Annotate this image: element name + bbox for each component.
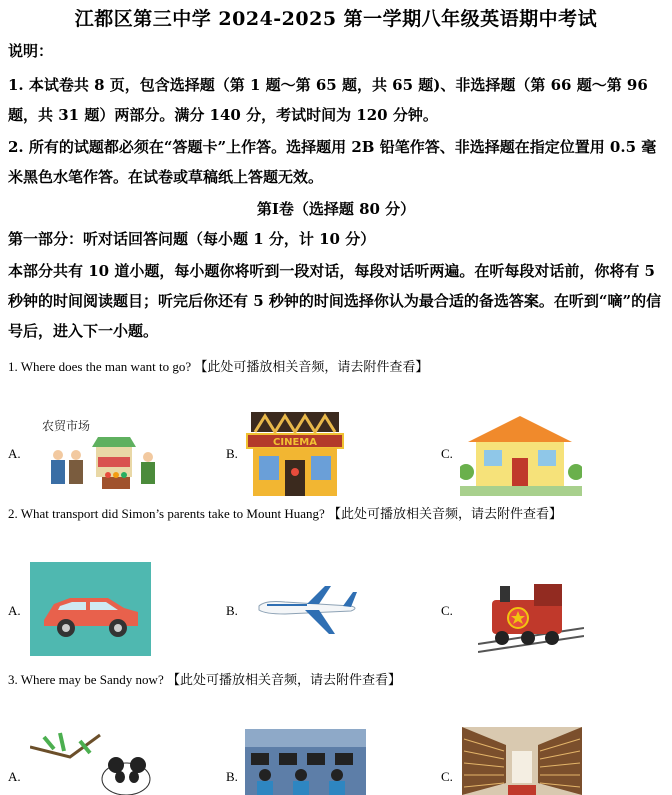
q2-option-c-label[interactable]: C. [441,603,453,618]
library-image[interactable] [462,727,582,795]
house-image[interactable] [460,412,582,496]
question-2: 2. What transport did Simon’s parents take to Mount Huang? 【此处可播放相关音频，请去附件查看】 [8,506,563,521]
notes-heading: 说明： [8,42,54,60]
part-title: 第一部分：听对话回答问题（每小题 1 分，计 10 分） [8,230,376,248]
q1-option-a-label[interactable]: A. [8,446,21,461]
q2-option-a-label[interactable]: A. [8,603,21,618]
note-1: 1. 本试卷共 8 页，包含选择题（第 1 题～第 65 题，共 65 题)、非选择题（第 66 题～第 96 题，共 31 题）两部分。满分 140 分，考试时间为 120 分钟。 [8,76,648,124]
question-3: 3. Where may be Sandy now? 【此处可播放相关音频，请去附件查看】 [8,672,401,687]
question-1: 1. Where does the man want to go? 【此处可播放相关音频，请去附件查看】 [8,359,429,374]
q1-option-b-label[interactable]: B. [226,446,238,461]
cinema-sign: CINEMA [273,437,317,448]
computer-lab-image[interactable] [245,729,366,795]
cinema-image[interactable] [245,412,345,496]
q3-option-c-label[interactable]: C. [441,769,453,784]
q2-option-b-label[interactable]: B. [226,603,238,618]
q1-option-c-label[interactable]: C. [441,446,453,461]
section-title: 第Ⅰ卷（选择题 80 分） [256,200,416,218]
part-intro: 本部分共有 10 道小题，每小题你将听到一段对话，每段对话听两遍。在听每段对话前，你将有 5 秒钟的时间阅读题目；听完后你还有 5 秒钟的时间选择你认为最合适的备选答案。在听到“嘀”的信号后，进入下一小题。 [8,262,662,340]
q3-option-a-label[interactable]: A. [8,769,21,784]
car-image[interactable] [30,562,151,656]
train-image[interactable] [478,578,584,658]
q3-option-b-label[interactable]: B. [226,769,238,784]
airplane-image[interactable] [255,580,361,638]
market-sign: 农贸市场 [42,419,91,433]
note-2: 2. 所有的试题都必须在“答题卡”上作答。选择题用 2B 铅笔作答、非选择题在指定位置用 0.5 毫米黑色水笔作答。在试卷或草稿纸上答题无效。 [8,138,657,186]
panda-image[interactable] [30,727,152,795]
market-image[interactable] [38,417,163,495]
exam-title: 江都区第三中学 2024-2025 第一学期八年级英语期中考试 [74,8,598,30]
